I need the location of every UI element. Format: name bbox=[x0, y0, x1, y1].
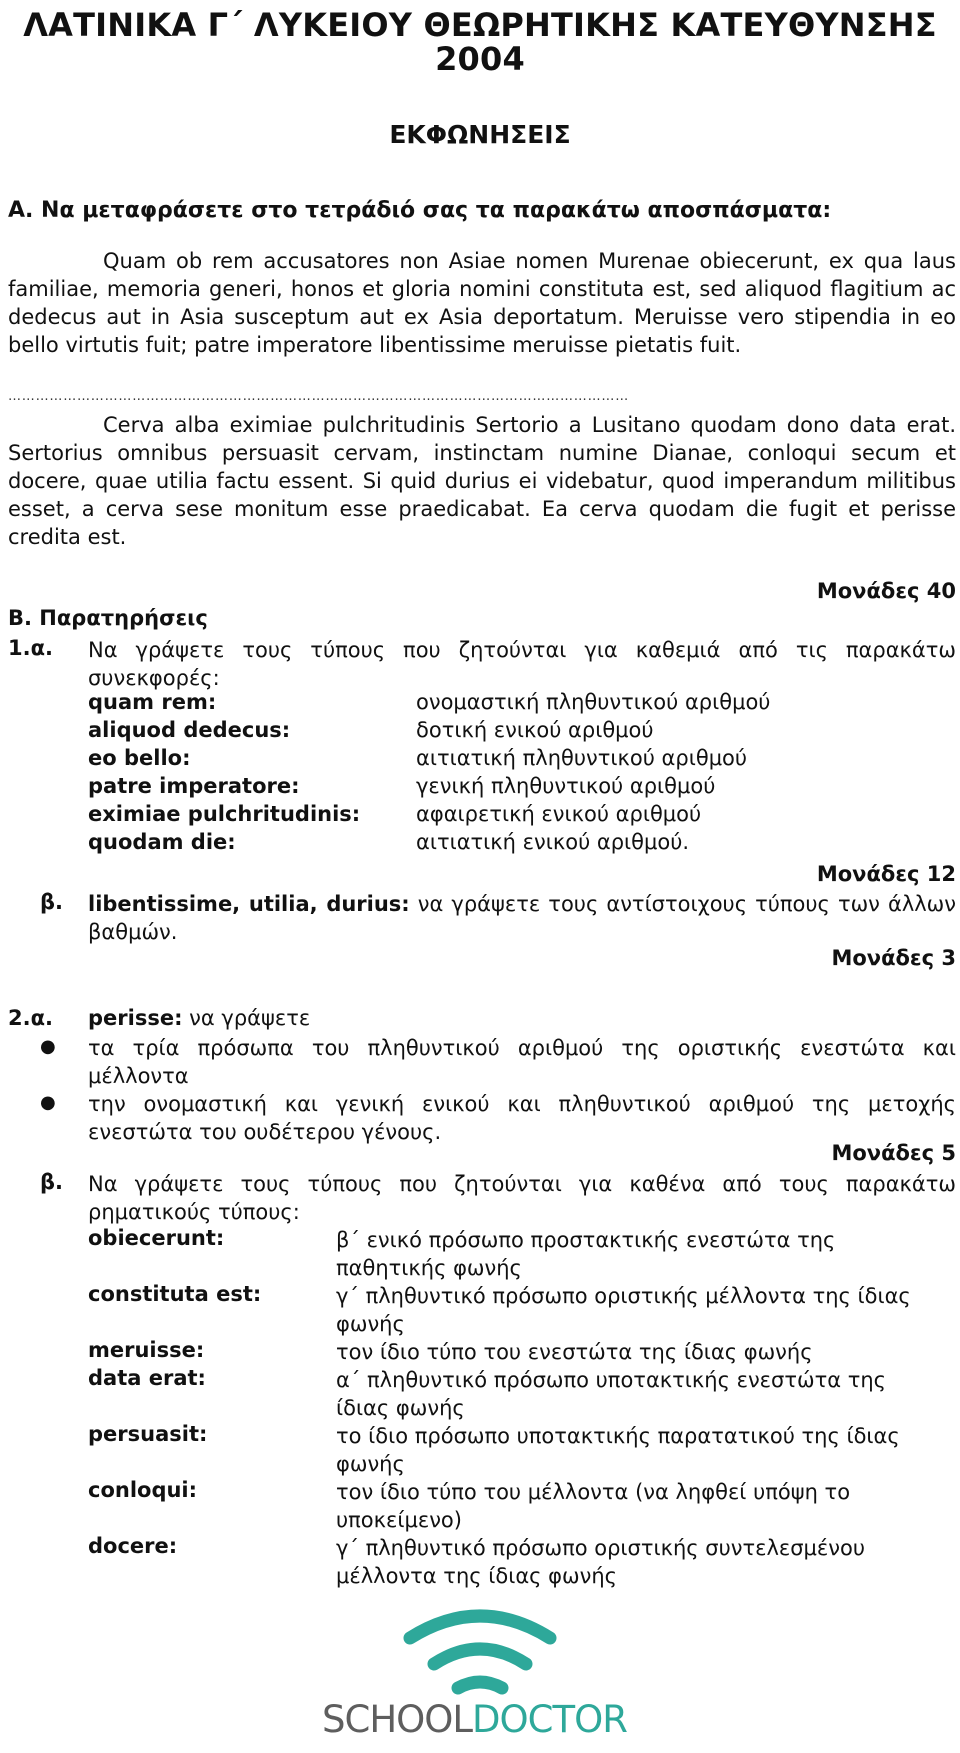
section-b-heading: Β. Παρατηρήσεις bbox=[8, 606, 208, 630]
title-line-1: ΛΑΤΙΝΙΚΑ Γ΄ ΛΥΚΕΙΟΥ ΘΕΩΡΗΤΙΚΗΣ ΚΑΤΕΥΘΥΝΣΗΣ bbox=[23, 6, 937, 44]
q2b-def-2: γ΄ πληθυντικό πρόσωπο οριστικής μέλλοντα της ίδιας φωνής bbox=[336, 1284, 911, 1336]
q2b-term-6: conloqui: bbox=[88, 1478, 198, 1502]
q1a-term-1: quam rem: bbox=[88, 690, 217, 714]
points-5: Μονάδες 5 bbox=[831, 1141, 956, 1165]
q2a-instruction bbox=[88, 1006, 310, 1030]
q2b-term-3: meruisse: bbox=[88, 1338, 205, 1362]
q1b-instruction bbox=[88, 890, 956, 946]
q2a-bullet-2: την ονομαστική και γενική ενικού και πληθυντικού αριθμού της μετοχής ενεστώτα του ουδέτερου γένους. bbox=[88, 1092, 956, 1144]
points-3: Μονάδες 3 bbox=[831, 946, 956, 970]
q2b-term-7: docere: bbox=[88, 1534, 178, 1558]
bullet-icon: ● bbox=[40, 1092, 56, 1113]
points-40: Μονάδες 40 bbox=[816, 579, 956, 603]
q1a-def-2: δοτική ενικού αριθμού bbox=[416, 718, 654, 742]
q2a-bullet-1: τα τρία πρόσωπα του πληθυντικού αριθμού της οριστικής ενεστώτα και μέλλοντα bbox=[88, 1036, 956, 1088]
points-12: Μονάδες 12 bbox=[816, 862, 956, 886]
q2a-term: perisse: bbox=[88, 1006, 183, 1030]
q1a-instruction: Να γράψετε τους τύπους που ζητούνται για καθεμιά από τις παρακάτω συνεκφορές: bbox=[88, 638, 956, 690]
q1b-text: να γράψετε τους αντίστοιχους τύπους των άλλων βαθμών. bbox=[88, 892, 956, 944]
logo-wordmark bbox=[322, 1698, 627, 1741]
q2b-def-1: β΄ ενικό πρόσωπο προστακτικής ενεστώτα της παθητικής φωνής bbox=[336, 1228, 836, 1280]
q2b-def-6: τον ίδιο τύπο του μέλλοντα (να ληφθεί υπόψη το υποκείμενο) bbox=[336, 1480, 851, 1532]
q1a-term-5: eximiae pulchritudinis: bbox=[88, 802, 361, 826]
q2b-def-7: γ΄ πληθυντικό πρόσωπο οριστικής συντελεσμένου μέλλοντα της ίδιας φωνής bbox=[336, 1536, 865, 1588]
logo-school-text: SCHOOL bbox=[322, 1698, 473, 1741]
q1a-def-3: αιτιατική πληθυντικού αριθμού bbox=[416, 746, 748, 770]
q1a-def-6: αιτιατική ενικού αριθμού. bbox=[416, 830, 690, 854]
q2b-term-4: data erat: bbox=[88, 1366, 206, 1390]
q1a-def-5: αφαιρετική ενικού αριθμού bbox=[416, 802, 702, 826]
q2b-term-1: obiecerunt: bbox=[88, 1226, 225, 1250]
q1a-term-6: quodam die: bbox=[88, 830, 236, 854]
q1a-number: 1.α. bbox=[8, 636, 53, 660]
bullet-icon: ● bbox=[40, 1036, 56, 1057]
q2b-term-5: persuasit: bbox=[88, 1422, 208, 1446]
q2b-def-4: α΄ πληθυντικό πρόσωπο υποτακτικής ενεστώτα της ίδιας φωνής bbox=[336, 1368, 887, 1420]
q2a-text: να γράψετε bbox=[182, 1006, 311, 1030]
separator-dots: ……………………………………………………………………………………………………………………… bbox=[8, 389, 629, 404]
q2b-term-2: constituta est: bbox=[88, 1282, 262, 1306]
logo-doctor-text: DOCTOR bbox=[472, 1698, 627, 1741]
q1a-def-1: ονομαστική πληθυντικού αριθμού bbox=[416, 690, 771, 714]
q2a-number: 2.α. bbox=[8, 1006, 53, 1030]
schooldoctor-logo bbox=[322, 1600, 627, 1750]
q2b-number: β. bbox=[40, 1170, 64, 1194]
q2b-def-3: τον ίδιο τύπο του ενεστώτα της ίδιας φωνής bbox=[336, 1340, 813, 1364]
q1b-terms: libentissime, utilia, durius: bbox=[88, 892, 410, 916]
heading-ekfoniseis: ΕΚΦΩΝΗΣΕΙΣ bbox=[389, 120, 571, 149]
q1a-term-3: eo bello: bbox=[88, 746, 191, 770]
section-a-heading: Α. Να μεταφράσετε στο τετράδιό σας τα παρακάτω αποσπάσματα: bbox=[8, 198, 832, 223]
latin-passage-2: Cerva alba eximiae pulchritudinis Sertorio a Lusitano quodam dono data erat. Sertorius omnibus persuasit cervam, instinctam numine Dianae, conloqui secum et docere, quae utilia factu essent. Si quid durius ei videbatur, quod imperandum militibus esset, a cerva sese monitum esse praedicabat. Ea cerva quodam die fugit et perisse credita est. bbox=[8, 413, 956, 549]
q1b-number: β. bbox=[40, 890, 64, 914]
q1a-term-2: aliquod dedecus: bbox=[88, 718, 291, 742]
q2b-def-5: το ίδιο πρόσωπο υποτακτικής παρατατικού της ίδιας φωνής bbox=[336, 1424, 900, 1476]
latin-passage-1: Quam ob rem accusatores non Asiae nomen Murenae obiecerunt, ex qua laus familiae, memoria generi, honos et gloria nomini constituta est, sed aliquod flagitium ac dedecus aut in Asia susceptum aut ex Asia deportatum. Meruisse vero stipendia in eo bello virtutis fuit; patre imperatore libentissime meruisse pietatis fuit. bbox=[8, 249, 956, 357]
q1a-term-4: patre imperatore: bbox=[88, 774, 300, 798]
q2b-instruction: Να γράψετε τους τύπους που ζητούνται για καθένα από τους παρακάτω ρηματικούς τύπους: bbox=[88, 1172, 956, 1224]
q1a-def-4: γενική πληθυντικού αριθμού bbox=[416, 774, 716, 798]
title-line-2: 2004 bbox=[435, 40, 525, 78]
